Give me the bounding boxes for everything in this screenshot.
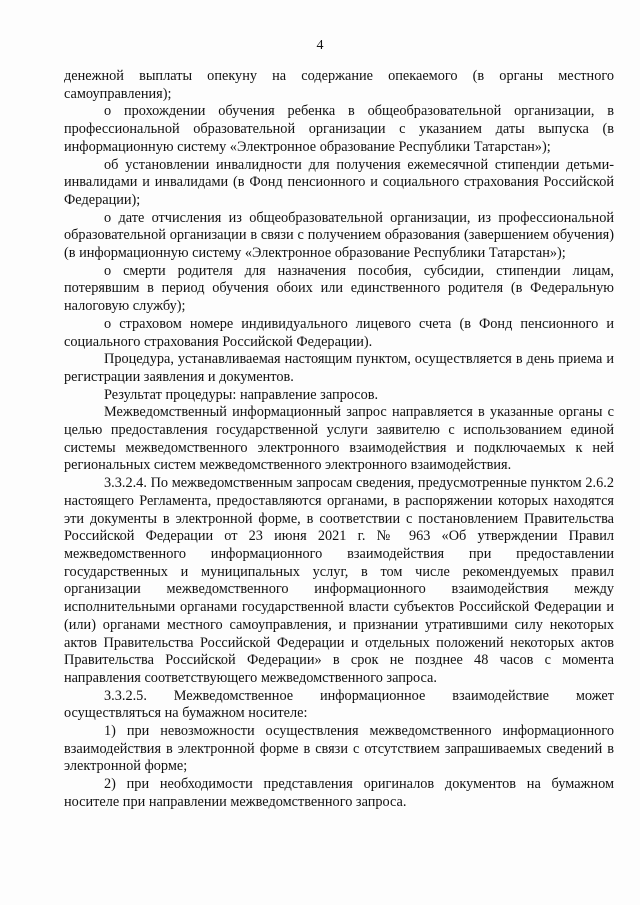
page-number: 4: [316, 38, 324, 53]
document-body: [64, 68, 614, 812]
paragraph-education-status: о прохождении обучения ребенка в общеобразовательной организации, в профессиональной образовательной организации с указанием даты выпуска (в информационную систему «Электронное образование Республики Татарстан»);: [64, 103, 614, 155]
paragraph-interagency-request: Межведомственный информационный запрос направляется в указанные органы с целью предоставления государственной услуги заявителю с использованием единой системы межведомственного электронного взаимодействия и подключаемых к ней региональных систем межведомственного электронного взаимодействия.: [64, 404, 614, 474]
paragraph-item-2: 2) при необходимости представления оригиналов документов на бумажном носителе при направлении межведомственного запроса.: [64, 776, 614, 810]
paragraph-3-3-2-4: 3.3.2.4. По межведомственным запросам сведения, предусмотренные пунктом 2.6.2 настоящего Регламента, предоставляются органами, в распоряжении которых находятся эти документы в электронной форме, в соответствии с постановлением Правительства Российской Федерации от 23 июня 2021 г. № 963 «Об утверждении Правил межведомственного информационного взаимодействия при предоставлении государственных и муниципальных услуг, в том числе рекомендуемых правил организации межведомственного информационного взаимодействия между исполнительными органами государственной власти субъектов Российской Федерации и (или) органами местного самоуправления, и признании утратившими силу некоторых актов Правительства Российской Федерации и отдельных положений некоторых актов Правительства Российской Федерации» в срок не позднее 48 часов с момента направления соответствующего межведомственного запроса.: [64, 475, 614, 686]
paragraph-item-1: 1) при невозможности осуществления межведомственного информационного взаимодействия в электронной форме в связи с отсутствием запрашиваемых сведений в электронной форме;: [64, 723, 614, 775]
paragraph-expulsion-date: о дате отчисления из общеобразовательной организации, из профессиональной образовательной организации в связи с получением образования (завершением обучения) (в информационную систему «Электронное образование Республики Татарстан»);: [64, 209, 614, 262]
paragraph-procedure: Процедура, устанавливаемая настоящим пунктом, осуществляется в день приема и регистрации заявления и документов.: [64, 351, 614, 385]
paragraph-3-3-2-5: 3.3.2.5. Межведомственное информационное взаимодействие может осуществляться на бумажном носителе:: [64, 687, 614, 722]
paragraph-insurance-number: о страховом номере индивидуального лицевого счета (в Фонд пенсионного и социального страхования Российской Федерации).: [64, 315, 614, 350]
paragraph-disability: об установлении инвалидности для получения ежемесячной стипендии детьми-инвалидами и инвалидами (в Фонд пенсионного и социального страхования Российской Федерации);: [64, 156, 614, 208]
paragraph-parent-death: о смерти родителя для назначения пособия, субсидии, стипендии лицам, потерявшим в период обучения обоих или единственного родителя (в Федеральную налоговую службу);: [64, 262, 614, 315]
paragraph-continuation: денежной выплаты опекуну на содержание опекаемого (в органы местного самоуправления);: [64, 68, 614, 102]
paragraph-procedure-result: Результат процедуры: направление запросов.: [104, 386, 379, 403]
